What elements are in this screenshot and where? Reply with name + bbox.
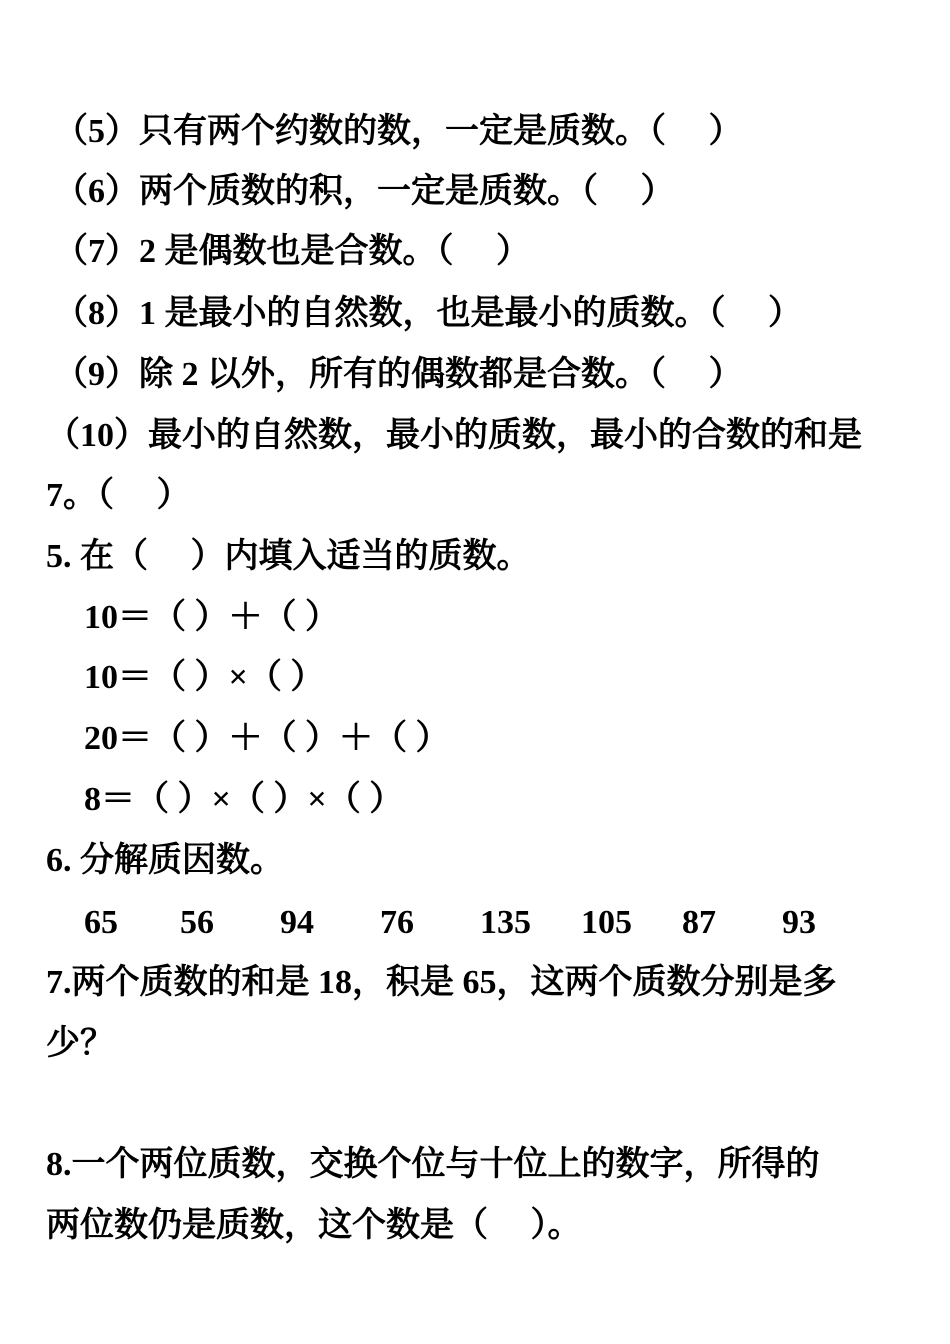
judgement-item-10-line1: （10）最小的自然数，最小的质数，最小的合数的和是: [46, 417, 862, 454]
section-8-line1: 8.一个两位质数，交换个位与十位上的数字，所得的: [46, 1146, 820, 1183]
factor-number: 135: [480, 904, 531, 941]
judgement-item-10-line2: 7。（ ）: [46, 477, 191, 514]
factor-number: 76: [380, 904, 414, 941]
judgement-item-8: （8）1 是最小的自然数，也是最小的质数。（ ）: [54, 295, 802, 332]
factor-number: 65: [84, 904, 118, 941]
factor-number: 94: [280, 904, 314, 941]
judgement-item-6: （6）两个质数的积，一定是质数。（ ）: [54, 173, 675, 210]
section-5-heading: 5. 在（ ）内填入适当的质数。: [46, 538, 531, 575]
section-7-line2: 少？: [46, 1025, 114, 1062]
factor-number: 93: [782, 904, 816, 941]
section-7-line1: 7.两个质数的和是 18，积是 65，这两个质数分别是多: [46, 964, 837, 1001]
equation-row: 20＝（ ）＋（ ）＋（ ）: [84, 720, 450, 757]
equation-row: 10＝（ ）＋（ ）: [84, 599, 339, 636]
judgement-item-5: （5）只有两个约数的数，一定是质数。（ ）: [54, 113, 743, 150]
factor-number: 105: [581, 904, 632, 941]
equation-row: 8＝（ ）×（ ）×（ ）: [84, 781, 404, 818]
factor-number: 56: [180, 904, 214, 941]
equation-row: 10＝（ ）×（ ）: [84, 659, 325, 696]
section-8-line2: 两位数仍是质数，这个数是（ ）。: [46, 1207, 582, 1244]
judgement-item-9: （9）除 2 以外，所有的偶数都是合数。（ ）: [54, 356, 743, 393]
judgement-item-7: （7）2 是偶数也是合数。（ ）: [54, 233, 530, 270]
factor-number: 87: [682, 904, 716, 941]
section-6-heading: 6. 分解质因数。: [46, 842, 284, 879]
